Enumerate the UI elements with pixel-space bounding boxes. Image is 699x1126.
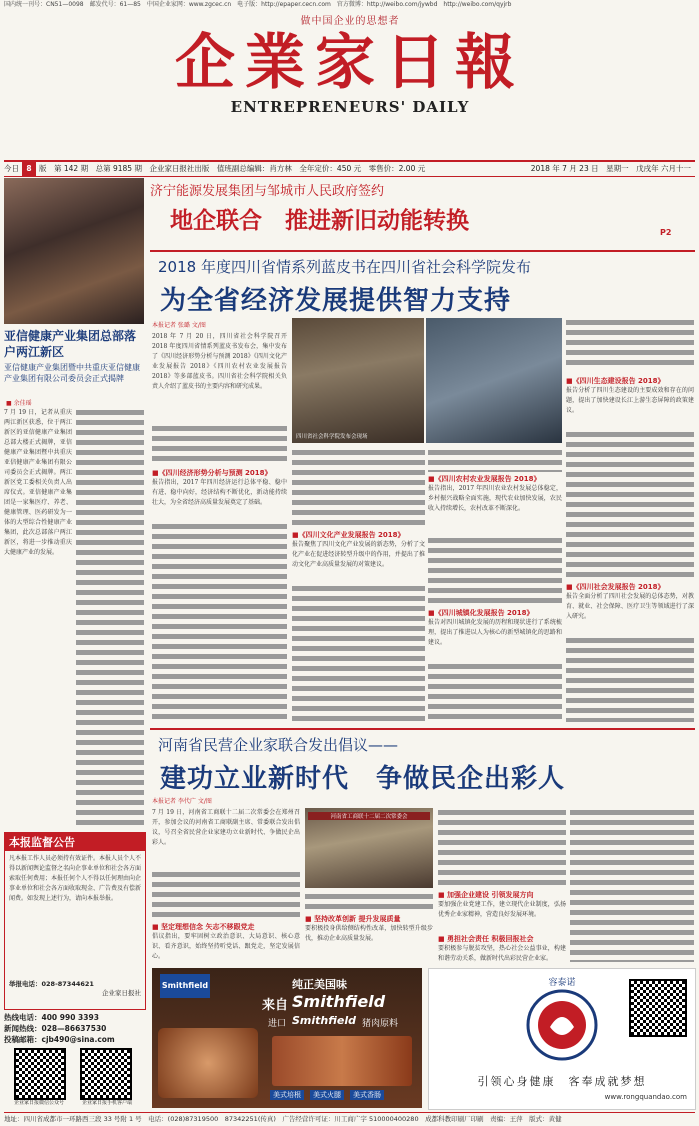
info-bar (4, 160, 695, 177)
story1-body2: 报告指出，2017 年四川经济运行总体平稳、稳中有进、稳中向好，经济结构不断优化，新动能持续壮大，为全省经济高质量发展奠定了基础。 (152, 479, 287, 506)
hotline-box (4, 1012, 144, 1045)
ad1-tags (270, 1090, 420, 1100)
left-deck: 亚信健康产业集团暨中共重庆亚信健康产业集团有限公司委员会正式揭牌 (4, 363, 140, 383)
ad1-tag: 美式培根 (270, 1090, 304, 1100)
masthead-english: ENTREPRENEURS' DAILY (230, 98, 470, 116)
supervision-title: 本报监督公告 (5, 833, 145, 851)
story2-photo-banner: 河南省工商联十二届二次常委会 (308, 812, 430, 820)
story1-sub5: ■《四川生态建设报告 2018》 (566, 377, 665, 385)
story2-col1-a (152, 870, 300, 920)
story1-headline: 为全省经济发展提供智力支持 (160, 286, 512, 316)
story2-sub4: ■ 勇担社会责任 积极回报社会 (438, 935, 534, 943)
story2-col3-a (438, 808, 566, 888)
left-byline: ■ 余佳瑶 (6, 400, 32, 407)
story1-kicker: 2018 年度四川省情系列蓝皮书在四川省社会科学院发布 (158, 258, 531, 276)
story2-body2: 倡议指出，要牢固树立政治意识、大局意识、核心意识、看齐意识，始终坚持听党话、跟党走，坚定发展信心。 (152, 933, 300, 960)
story2-sub2: ■ 坚持改革创新 提升发展质量 (305, 915, 401, 923)
story2-sub3: ■ 加强企业建设 引领发展方向 (438, 891, 534, 899)
ad2-brand: 容泰诺 (548, 978, 576, 988)
slogan: 做中国企业的思想者 (300, 16, 400, 27)
story1-col4-a (566, 318, 694, 368)
story2-kicker: 河南省民营企业家联合发出倡议—— (158, 736, 399, 754)
lead-headline: 地企联合 推进新旧动能转换 (170, 207, 469, 234)
story1-sub2: ■《四川文化产业发展报告 2018》 (292, 531, 405, 539)
story1-body7: 报告全面分析了四川社会发展的总体态势，对教育、就业、社会保障、医疗卫生等领域进行了深入研究。 (566, 593, 694, 620)
ad1-brand2: Smithfield (292, 1014, 357, 1027)
qr-caption-wechat: 企业家日报微信公众号 (13, 1100, 64, 1106)
lead-kicker: 济宁能源发展集团与邹城市人民政府签约 (150, 184, 385, 199)
story1-col3-b (428, 536, 562, 606)
story2-body3: 要积极投身供给侧结构性改革，加快转型升级步伐，推动企业高质量发展。 (305, 925, 433, 942)
ad1-line3: 进口 (268, 1019, 287, 1029)
story1-sub6: ■《四川社会发展报告 2018》 (566, 583, 665, 591)
ad1-food-image (158, 1028, 258, 1098)
today-label: 今日 (4, 164, 19, 173)
supervision-org: 企业家日报社 (102, 989, 141, 997)
story1-body1-cont (152, 424, 287, 466)
lead-photo (4, 178, 144, 324)
story1-sub3: ■《四川农村农业发展报告 2018》 (428, 475, 541, 483)
story2-body1: 7 月 19 日，河南省工商联十二届二次常委会在郑州召开，参加会议的河南省工商联副主席、常委联合发出倡议，号召全省民营企业家建功立业新时代、争做民企出彩人。 (152, 809, 300, 846)
lead-page-ref[interactable]: P2 (660, 228, 672, 237)
left-body: 7 月 19 日，记者从重庆两江新区获悉，位于两江新区的亚信健康产业集团总部大楼正式揭牌，亚信健康产业集团暨中共重庆亚信健康产业集团有限公司委员会正式揭牌。两江新区党工委相关负责人出席仪式。亚信健康产业集团是一家集医疗、养老、健康管理、医药研发为一体的大型综合性健康产业集团，此次总部落户两江新区，将进一步推动重庆大健康产业的发展。 (4, 409, 72, 556)
qr-code-app[interactable] (80, 1048, 132, 1100)
story1-body5: 报告对四川城镇化发展的历程和现状进行了系统梳理，提出了推进以人为核心的新型城镇化的思路和建议。 (428, 619, 562, 646)
issue-meta: 版 第 142 期 总第 9185 期 企业家日报社出版 值班副总编辑：肖方林 全年定价：450 元 零售价：2.00 元 (39, 164, 426, 173)
story1-rule (150, 250, 695, 252)
story2-sub1: ■ 坚定理想信念 矢志不移跟党走 (152, 923, 255, 931)
ad1-line2: 来自 (262, 998, 289, 1013)
ad2-url[interactable]: www.rongquandao.com (604, 1093, 687, 1101)
ad2-logo-icon (524, 987, 600, 1063)
left-body-cont (76, 408, 144, 828)
story2-body4: 要加强企业党建工作，建立现代企业制度，弘扬优秀企业家精神，营造良好发展环境。 (438, 901, 566, 918)
ad-smithfield[interactable] (152, 968, 422, 1108)
story1-body1: 2018 年 7 月 20 日，四川省社会科学院召开 2018 年度四川省情系列蓝皮书发布会，集中发布了《四川经济形势分析与预测 2018》《四川文化产业发展报告 2018》《四川农村农业发展报告 2018》等多部蓝皮书。四川省社会科学院相关负责人介绍了蓝皮书的主要内容和研究成果。 (152, 333, 287, 390)
hotline-email: 投稿邮箱：cjb490@sina.com (4, 1035, 115, 1044)
qr-caption-app: 企业家日报手机客户端 (81, 1100, 132, 1106)
story1-sub4: ■《四川城镇化发展报告 2018》 (428, 609, 534, 617)
ad2-qr-code[interactable] (629, 979, 687, 1037)
ad2-slogan: 引领心身健康 客奉成就梦想 (477, 1075, 647, 1088)
story1-col3-a (428, 448, 562, 472)
ad1-tag: 美式火腿 (310, 1090, 344, 1100)
story1-col2-a (292, 448, 425, 528)
story1-body6: 报告分析了四川生态建设的主要成效和存在的问题，提出了加快建设长江上游生态屏障的政策建议。 (566, 387, 694, 414)
story1-col4-c (566, 636, 694, 722)
story1-col4-b (566, 430, 694, 580)
page-number: 8 (22, 162, 36, 176)
supervision-body: 凡本报工作人员必须持有效证件。本报人员个人不得以新闻舆论监督之名向企事业单位和社会各方面索取任何费用；本报任何个人不得以任何理由向企事业单位和社会各方面收取现金、广告费及有偿新闻费。如发现上述行为，请向本报举报。 (9, 855, 142, 902)
masthead: 企業家日報 (175, 28, 525, 98)
story2-rule (150, 728, 695, 730)
story1-body4: 报告指出，2017 年四川农业农村发展总体稳定，乡村振兴战略全面实施，现代农业加快发展，农民收入持续增长，农村改革不断深化。 (428, 485, 562, 512)
ad-rongquandao[interactable] (428, 968, 696, 1110)
story1-col3-c (428, 662, 562, 722)
top-info-line: 国内统一刊号：CN51—0098 邮发代号：61—85 中国企业家网：www.zgcec.cn 电子版：http://epaper.cecn.com 官方微博：http://weibo.com/jywbd http://weibo.com/qyjrb (4, 1, 512, 8)
story2-col2-a (305, 892, 433, 912)
story2-photo (305, 808, 433, 888)
ad1-product-image (272, 1036, 412, 1086)
left-headline: 亚信健康产业集团总部落户两江新区 (4, 329, 137, 359)
story2-body5: 要积极参与脱贫攻坚，热心社会公益事业，构建和谐劳动关系，做新时代出彩民营企业家。 (438, 945, 566, 962)
supervision-box (4, 832, 146, 1010)
ad1-logo: Smithfield (160, 974, 210, 998)
story1-photo-left (292, 318, 424, 443)
story1-sub1: ■《四川经济形势分析与预测 2018》 (152, 469, 272, 477)
ad1-line1: 纯正美国味 (292, 978, 347, 991)
footer: 地址：四川省成都市一环路西三段 33 号附 1 号 电话：(028)87319500 87342251(传真) 广告经营许可证：川工商广字 510000400280 成都科教印刷厂印刷 责编：王萍 版式：黄健 (4, 1112, 695, 1125)
ad1-brand: Smithfield (292, 992, 386, 1011)
story2-col4 (570, 808, 694, 962)
story2-byline: 本报记者 李代广 文/图 (152, 798, 212, 805)
ad1-tag: 美式香肠 (350, 1090, 384, 1100)
story1-photo-right (426, 318, 562, 443)
hotline-phone: 热线电话：400 990 3393 (4, 1013, 99, 1022)
hotline-news: 新闻热线：028—86637530 (4, 1024, 107, 1033)
story1-byline: 本报记者 张璐 文/图 (152, 322, 206, 329)
supervision-phone: 举报电话：028-87344621 (9, 980, 94, 988)
qr-code-wechat[interactable] (14, 1048, 66, 1100)
story1-col2-b (292, 584, 425, 722)
story1-body3: 报告聚焦了四川文化产业发展的新态势，分析了文化产业在促进经济转型升级中的作用，并提出了推动文化产业高质量发展的对策建议。 (292, 541, 425, 568)
story1-body2-cont (152, 522, 287, 722)
story1-photo-caption: 四川省社会科学院发布会现场 (296, 434, 368, 440)
issue-date: 2018 年 7 月 23 日 星期一 戊戌年 六月十一 (530, 164, 691, 173)
story2-headline: 建功立业新时代 争做民企出彩人 (160, 764, 566, 794)
ad1-line4: 猪肉原料 (362, 1019, 399, 1029)
